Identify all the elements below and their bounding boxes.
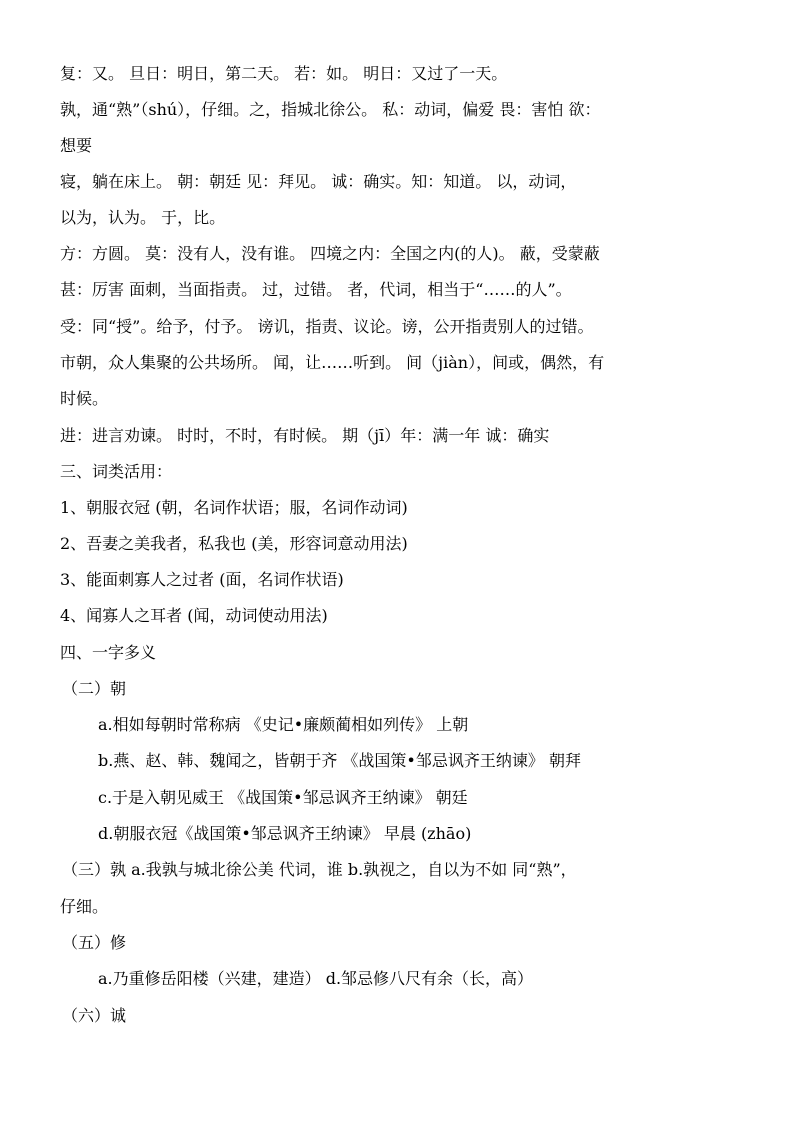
list-item: a.相如每朝时常称病 《史记•廉颇蔺相如列传》 上朝 [98, 715, 469, 734]
text-line: （三）孰 a.我孰与城北徐公美 代词，谁 b.孰视之，自以为不如 同“熟”， [62, 860, 577, 879]
list-item: d.朝服衣冠《战国策•邹忌讽齐王纳谏》 早晨 (zhāo) [98, 824, 472, 843]
list-item: 2、吾妻之美我者，私我也 (美，形容词意动用法) [60, 534, 408, 553]
sub-heading: （六）诚 [62, 1006, 127, 1025]
text-line: 想要 [60, 136, 93, 155]
text-line: 时候。 [60, 389, 109, 408]
text-line: 以为，认为。 于，比。 [60, 208, 226, 227]
sub-heading: （五）修 [62, 933, 127, 952]
list-item: c.于是入朝见威王 《战国策•邹忌讽齐王纳谏》 朝廷 [98, 788, 468, 807]
text-line: 寝，躺在床上。 朝：朝廷 见：拜见。 诚：确实。知：知道。 以，动词， [60, 172, 577, 191]
section-heading: 三、词类活用： [60, 462, 173, 481]
text-line: 复：又。 旦日：明日，第二天。 若：如。 明日：又过了一天。 [60, 64, 508, 83]
sub-heading: （二）朝 [62, 679, 127, 698]
text-line: 方：方圆。 莫：没有人，没有谁。 四境之内：全国之内(的人)。 蔽，受蒙蔽 [60, 244, 600, 263]
list-item: b.燕、赵、韩、魏闻之，皆朝于齐 《战国策•邹忌讽齐王纳谏》 朝拜 [98, 751, 581, 770]
section-heading: 四、一字多义 [60, 643, 157, 662]
text-line: 仔细。 [60, 897, 109, 916]
text-line: 受：同“授”。给予，付予。 谤讥，指责、议论。谤，公开指责别人的过错。 [60, 317, 594, 336]
text-line: 市朝，众人集聚的公共场所。 闻，让……听到。 间（jiàn），间或，偶然，有 [60, 353, 605, 372]
list-item: 3、能面刺寡人之过者 (面，名词作状语) [60, 570, 344, 589]
text-line: 甚：厉害 面刺，当面指责。 过，过错。 者，代词，相当于“……的人”。 [60, 280, 572, 299]
list-item: a.乃重修岳阳楼（兴建，建造） d.邹忌修八尺有余（长，高） [98, 969, 534, 988]
text-line: 孰，通“熟”（shú），仔细。之，指城北徐公。 私：动词，偏爱 畏：害怕 欲： [60, 100, 601, 119]
list-item: 1、朝服衣冠 (朝，名词作状语；服，名词作动词) [60, 498, 408, 517]
list-item: 4、闻寡人之耳者 (闻，动词使动用法) [60, 606, 328, 625]
text-line: 进：进言劝谏。 时时，不时，有时候。 期（jī）年：满一年 诚：确实 [60, 426, 550, 445]
